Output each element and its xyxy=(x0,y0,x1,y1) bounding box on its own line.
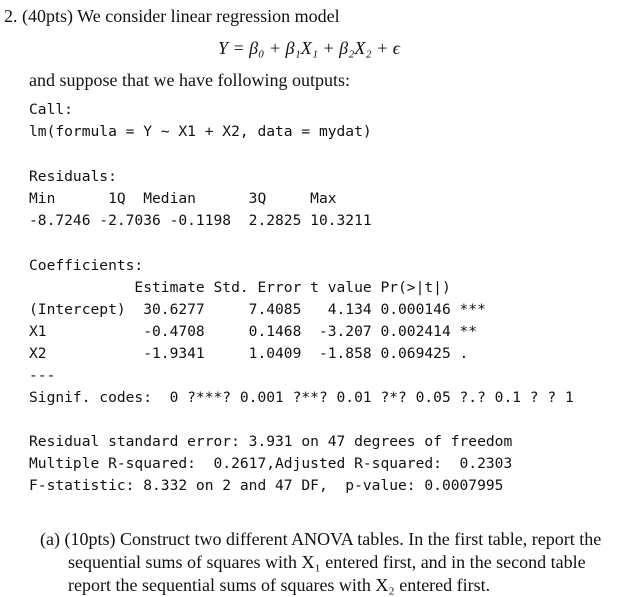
coefficient-row-x1: X1 -0.4708 0.1468 -3.207 0.002414 ** xyxy=(29,323,478,340)
subquestion-text: (10pts) Construct two different ANOVA tables. In the first table, report the sequential sums of squares with X₁ entered first, and in the second table report the sequential sums of squares with X₂ entered first. xyxy=(64,529,602,595)
residual-standard-error: Residual standard error: 3.931 on 47 degrees of freedom xyxy=(29,433,513,450)
residuals-label: Residuals: xyxy=(29,168,117,185)
coefficients-label: Coefficients: xyxy=(29,257,144,274)
signif-codes: Signif. codes: 0 ?***? 0.001 ?**? 0.01 ?*? 0.05 ?.? 0.1 ? ? 1 xyxy=(29,389,574,406)
call-label: Call: xyxy=(29,101,73,118)
call-formula: lm(formula = Y ~ X1 + X2, data = mydat) xyxy=(29,123,372,140)
coefficient-row-intercept: (Intercept) 30.6277 7.4085 4.134 0.000146 *** xyxy=(29,301,486,318)
subquestion-label: (a) xyxy=(40,529,60,549)
subquestion-a xyxy=(40,528,625,597)
coefficients-header: Estimate Std. Error t value Pr(>|t|) xyxy=(29,279,451,296)
residuals-header: Min 1Q Median 3Q Max xyxy=(29,190,337,207)
problem-heading: 2. (40pts) We consider linear regression model xyxy=(4,6,340,26)
regression-equation: Y = β₀ + β₁X₁ + β₂X₂ + ϵ xyxy=(218,38,401,58)
coefficient-row-x2: X2 -1.9341 1.0409 -1.858 0.069425 . xyxy=(29,345,469,362)
r-squared: Multiple R-squared: 0.2617,Adjusted R-squared: 0.2303 xyxy=(29,455,513,472)
residuals-values: -8.7246 -2.7036 -0.1198 2.2825 10.3211 xyxy=(29,212,372,229)
problem-intro: and suppose that we have following outputs: xyxy=(29,70,350,90)
separator: --- xyxy=(29,367,56,384)
f-statistic: F-statistic: 8.332 on 2 and 47 DF, p-value: 0.0007995 xyxy=(29,477,504,494)
